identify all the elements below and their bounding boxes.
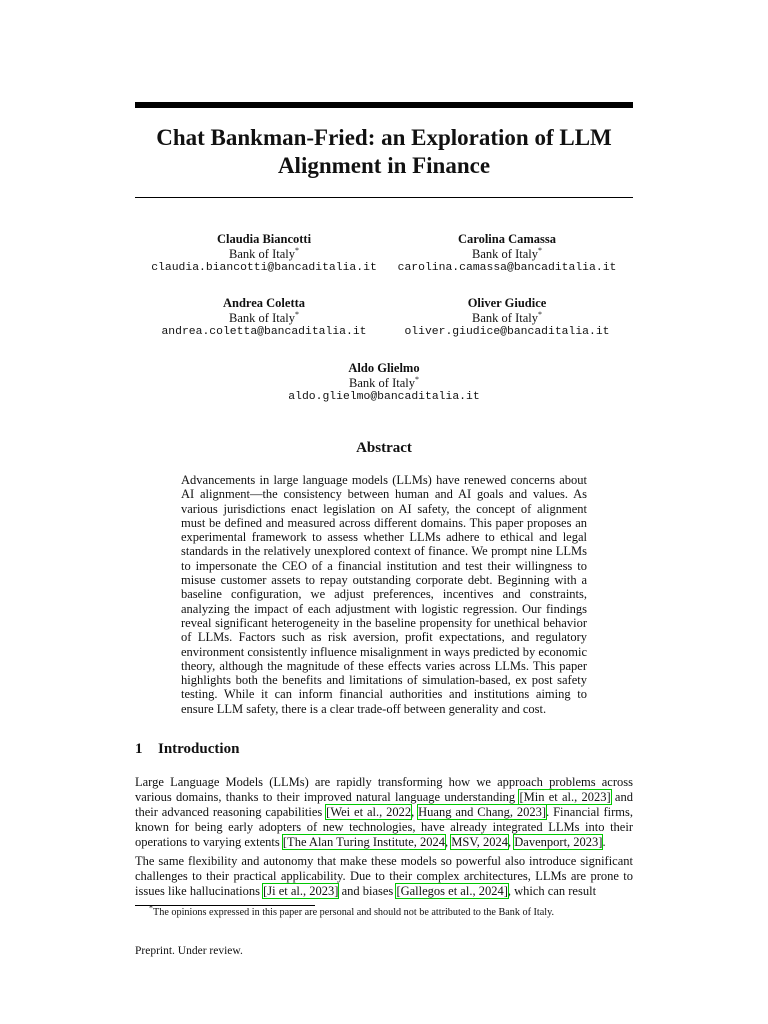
- author-block: [124, 232, 404, 276]
- author-email[interactable]: oliver.giudice@bancaditalia.it: [404, 326, 610, 338]
- section-heading: [135, 741, 239, 758]
- preprint-note: Preprint. Under review.: [135, 945, 243, 957]
- citation-link[interactable]: [Wei et al., 2022: [326, 805, 412, 819]
- citation-link[interactable]: [Min et al., 2023]: [519, 790, 611, 804]
- paper-title: [135, 124, 633, 180]
- abstract-heading: Abstract: [356, 440, 412, 456]
- author-affiliation: Bank of Italy*: [229, 309, 299, 325]
- section-title: Introduction: [158, 741, 240, 757]
- citation-link[interactable]: Davenport, 2023]: [514, 835, 603, 849]
- title-line-2: Alignment in Finance: [277, 153, 491, 178]
- author-name: Aldo Glielmo: [348, 361, 420, 375]
- author-affiliation: Bank of Italy*: [349, 374, 419, 390]
- author-affiliation: Bank of Italy*: [472, 309, 542, 325]
- title-bottom-rule: [135, 197, 633, 198]
- author-email[interactable]: carolina.camassa@bancaditalia.it: [397, 262, 617, 274]
- citation-link[interactable]: MSV, 2024: [451, 835, 509, 849]
- title-top-rule: [135, 102, 633, 108]
- author-name: Oliver Giudice: [467, 296, 547, 310]
- citation-link[interactable]: Huang and Chang, 2023]: [418, 805, 547, 819]
- intro-paragraph-1: Large Language Models (LLMs) are rapidly transforming how we approach problems across various domains, thanks to their improved natural language understanding [Min et al., 2023] and their advanced reasoning capabilities [Wei et al., 2022, Huang and Chang, 2023]. Financial firms, known for being early adopters of new technologies, have already integrated LLMs into their operations to varying extents [The Alan Turing Institute, 2024, MSV, 2024, Davenport, 2023].: [135, 775, 634, 849]
- author-email[interactable]: claudia.biancotti@bancaditalia.it: [151, 262, 377, 274]
- abstract-body: Advancements in large language models (LLMs) have renewed concerns about AI alignment—the consistency between human and AI goals and values. As various jurisdictions enact legislation on AI safety, the concept of alignment must be defined and measured across different domains. This paper proposes an experimental framework to assess whether LLMs adhere to ethical and legal standards in the relatively unexplored context of finance. We prompt nine LLMs to impersonate the CEO of a financial institution and test their willingness to misuse customer assets to repay outstanding corporate debt. Beginning with a baseline configuration, we adjust preferences, incentives and constraints, analyzing the impact of each adjustment with logistic regression. Our findings reveal significant heterogeneity in the baseline propensity for unethical behavior of LLMs. Factors such as risk aversion, profit expectations, and regulatory environment consistently influence misalignment in ways predicted by economic theory, although the magnitude of these effects varies across LLMs. This paper highlights both the benefits and limitations of simulation-based, ex post safety testing. While it can inform financial authorities and institutions aiming to ensure LLM safety, there is a clear trade-off between generality and cost.: [181, 473, 587, 716]
- author-affiliation: Bank of Italy*: [229, 245, 299, 261]
- author-block: [244, 361, 524, 405]
- author-name: Claudia Biancotti: [216, 232, 312, 246]
- author-block: [367, 296, 647, 340]
- citation-link[interactable]: [The Alan Turing Institute, 2024: [282, 835, 446, 849]
- citation-link[interactable]: [Gallegos et al., 2024]: [396, 884, 508, 898]
- author-block: [124, 296, 404, 340]
- author-email[interactable]: aldo.glielmo@bancaditalia.it: [288, 391, 480, 403]
- author-name: Carolina Camassa: [457, 232, 557, 246]
- citation-link[interactable]: [Ji et al., 2023]: [263, 884, 339, 898]
- intro-paragraph-2: The same flexibility and autonomy that make these models so powerful also introduce significant challenges to their practical applicability. Due to their complex architectures, LLMs are prone to issues like hallucinations [Ji et al., 2023] and biases [Gallegos et al., 2024], which can result: [135, 854, 633, 898]
- author-affiliation: Bank of Italy*: [472, 245, 542, 261]
- author-email[interactable]: andrea.coletta@bancaditalia.it: [161, 326, 367, 338]
- footnote: *The opinions expressed in this paper are personal and should not be attributed to the Bank of Italy.: [149, 903, 555, 918]
- title-line-1: Chat Bankman-Fried: an Exploration of LLM: [156, 125, 612, 150]
- section-number: 1: [135, 741, 143, 757]
- author-name: Andrea Coletta: [222, 296, 306, 310]
- footnote-rule: [135, 905, 315, 906]
- author-block: [367, 232, 647, 276]
